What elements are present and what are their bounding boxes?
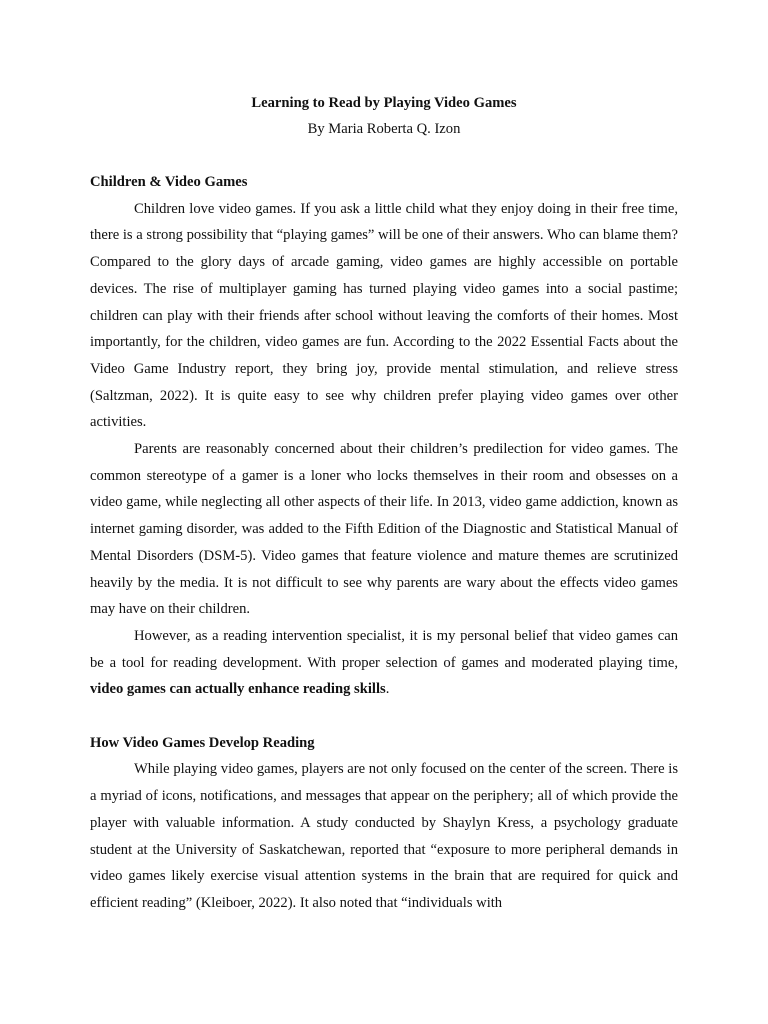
paragraph-text: However, as a reading intervention specialist, it is my personal belief that video games can be a tool for reading development. With proper selection of games and moderated playing time, [90,627,678,671]
paragraph-end: . [385,681,390,698]
section-heading-how-games-develop-reading: How Video Games Develop Reading [90,734,315,751]
paragraph-reading-specialist [90,623,678,703]
document-title: Learning to Read by Playing Video Games [251,95,517,111]
section-heading-children-video-games: Children & Video Games [90,174,248,190]
paragraph-children-love-games: Children love video games. If you ask a little child what they enjoy doing in their free time, there is a strong possibility that “playing games” will be one of their answers. Who can blame them? Compared to the glory days of arcade gaming, video games are highly accessible on portable devices. The rise of multiplayer gaming has turned playing video games into a social pastime; children can play with their friends after school without leaving the comforts of their homes. Most importantly, for the children, video games are fun. According to the 2022 Essential Facts about the Video Game Industry report, they bring joy, provide mental stimulation, and relieve stress (Saltzman, 2022). It is quite easy to see why children prefer playing video games over other activities. [90,200,678,431]
paragraph-parents-concerned: Parents are reasonably concerned about their children’s predilection for video games. The common stereotype of a gamer is a loner who locks themselves in their room and obsesses on a video game, while neglecting all other aspects of their life. In 2013, video game addiction, known as internet gaming disorder, was added to the Fifth Edition of the Diagnostic and Statistical Manual of Mental Disorders (DSM-5). Video games that feature violence and mature themes are scrutinized heavily by the media. It is not difficult to see why parents are wary about the effects video games may have on their children. [90,441,678,618]
paragraph-peripheral-attention: While playing video games, players are not only focused on the center of the screen. There is a myriad of icons, notifications, and messages that appear on the periphery; all of which provide the player with valuable information. A study conducted by Shaylyn Kress, a psychology graduate student at the University of Saskatchewan, reported that “exposure to more peripheral demands in video games likely exercise visual attention systems in the brain that are required for quick and efficient reading” (Kleiboer, 2022). It also noted that “individuals with [90,761,678,911]
section-gap [90,703,678,730]
document-page [90,90,678,917]
bold-emphasis: video games can actually enhance reading skills [90,681,386,698]
document-byline: By Maria Roberta Q. Izon [307,121,461,137]
